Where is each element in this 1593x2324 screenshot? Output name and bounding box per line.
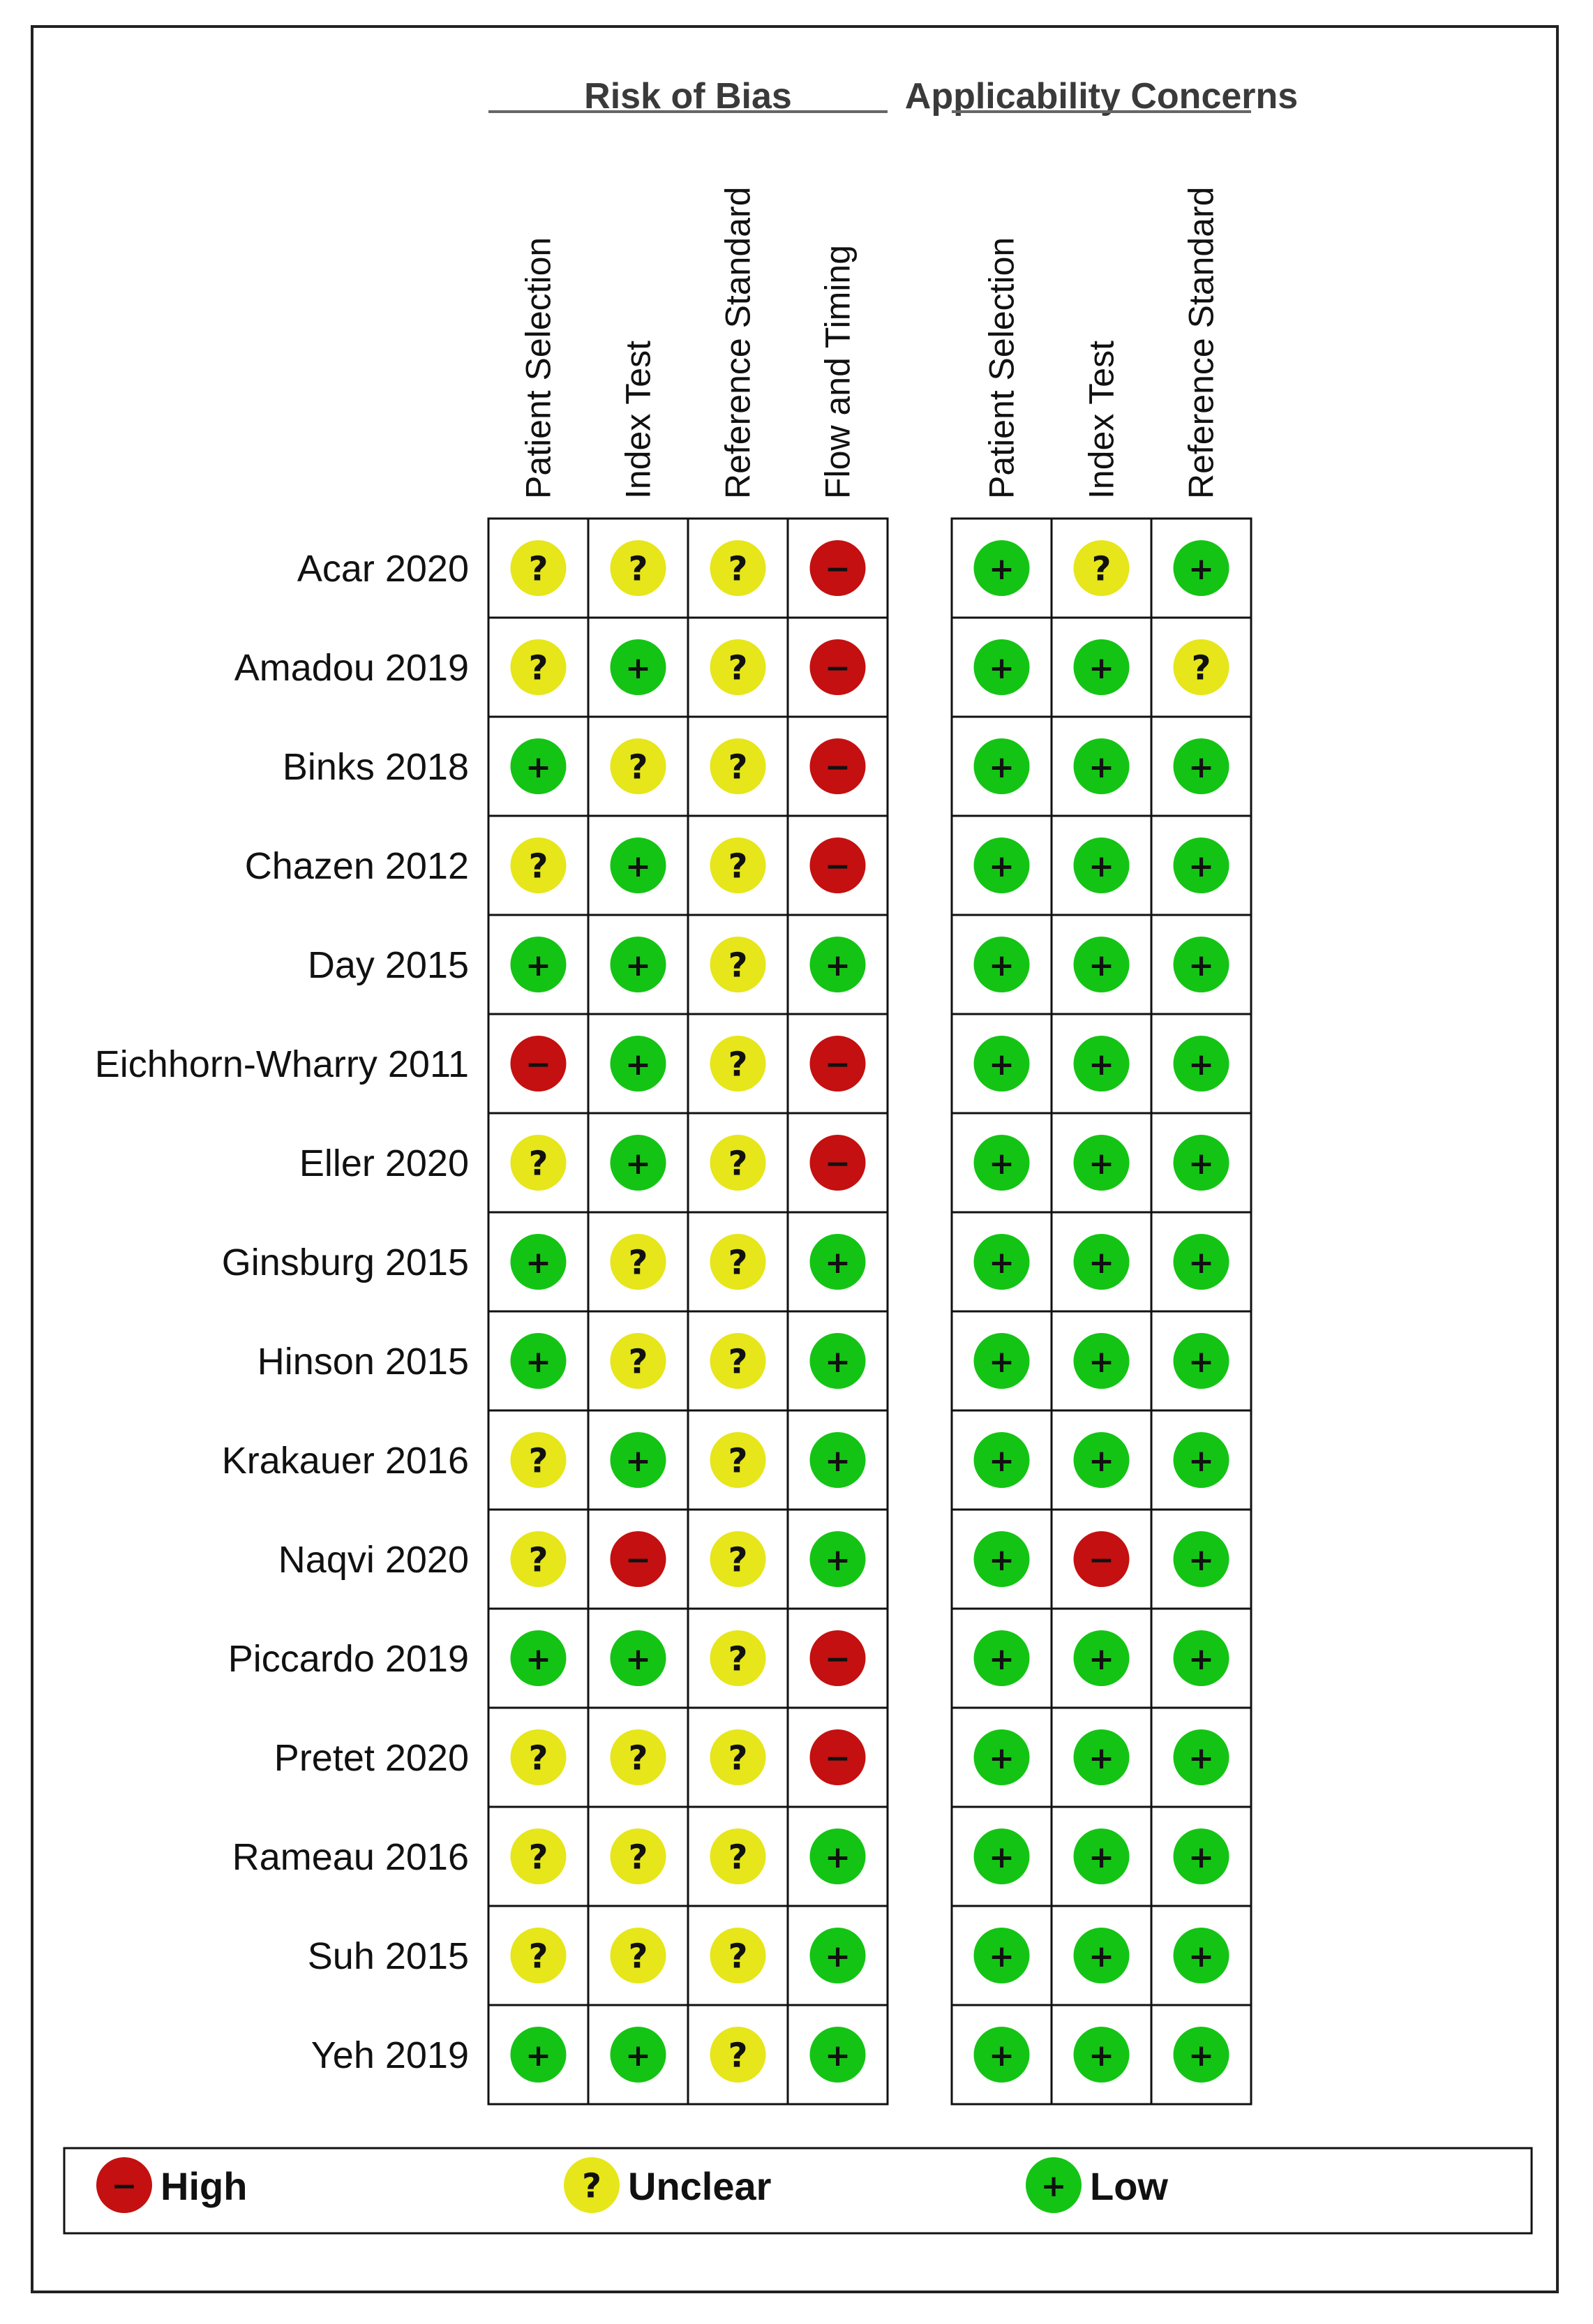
cell-rating xyxy=(511,1630,567,1686)
unclear-symbol: ? xyxy=(728,1838,748,1877)
legend-marker xyxy=(96,2157,152,2213)
cell-rating xyxy=(611,1729,666,1785)
cell-rating xyxy=(810,1531,866,1587)
cell-rating xyxy=(611,837,666,893)
cell-rating xyxy=(1174,540,1229,596)
cell-rating xyxy=(810,639,866,695)
low-symbol: + xyxy=(1188,551,1214,587)
low-symbol: + xyxy=(1188,2037,1214,2073)
low-symbol: + xyxy=(525,749,551,785)
cell-rating xyxy=(1074,937,1130,992)
cell-rating xyxy=(611,1333,666,1389)
unclear-symbol: ? xyxy=(628,1243,648,1283)
cell-rating xyxy=(511,1928,567,1983)
low-symbol: + xyxy=(1188,1938,1214,1974)
low-symbol: + xyxy=(825,1443,851,1479)
low-symbol: + xyxy=(1188,1343,1214,1380)
cell-rating xyxy=(1074,1828,1130,1884)
unclear-symbol: ? xyxy=(528,549,548,589)
low-symbol: + xyxy=(1188,1145,1214,1182)
cell-rating xyxy=(1174,639,1229,695)
cell-rating xyxy=(1174,1729,1229,1785)
low-symbol: + xyxy=(1089,1244,1114,1281)
study-label: Yeh 2019 xyxy=(311,2034,469,2076)
cell-rating xyxy=(710,639,766,695)
study-label: Acar 2020 xyxy=(297,548,469,590)
cell-rating xyxy=(710,1531,766,1587)
low-symbol: + xyxy=(1040,2168,1067,2204)
unclear-symbol: ? xyxy=(728,1540,748,1580)
unclear-symbol: ? xyxy=(728,1144,748,1184)
high-symbol: − xyxy=(825,1145,851,1182)
low-symbol: + xyxy=(525,1641,551,1677)
cell-rating xyxy=(1174,1828,1229,1884)
cell-rating xyxy=(974,1333,1030,1389)
unclear-symbol: ? xyxy=(528,1540,548,1580)
cell-rating xyxy=(1074,738,1130,794)
low-symbol: + xyxy=(625,650,651,686)
cell-rating xyxy=(710,738,766,794)
cell-rating xyxy=(511,2027,567,2083)
unclear-symbol: ? xyxy=(728,1441,748,1481)
low-symbol: + xyxy=(625,947,651,983)
cell-rating xyxy=(611,1531,666,1587)
cell-rating xyxy=(1074,1135,1130,1191)
cell-rating xyxy=(1174,837,1229,893)
cell-rating xyxy=(810,1928,866,1983)
cell-rating xyxy=(1074,1630,1130,1686)
unclear-symbol: ? xyxy=(728,946,748,985)
unclear-symbol: ? xyxy=(628,1838,648,1877)
low-symbol: + xyxy=(989,1145,1015,1182)
low-symbol: + xyxy=(1089,1145,1114,1182)
unclear-symbol: ? xyxy=(728,648,748,688)
group-header: Risk of Bias xyxy=(584,76,792,117)
cell-rating xyxy=(974,540,1030,596)
cell-rating xyxy=(511,837,567,893)
cell-rating xyxy=(1174,1531,1229,1587)
cell-rating xyxy=(1074,837,1130,893)
cell-rating xyxy=(710,1135,766,1191)
unclear-symbol: ? xyxy=(1191,648,1211,688)
cell-rating xyxy=(810,837,866,893)
cell-rating xyxy=(1074,1234,1130,1290)
low-symbol: + xyxy=(1188,848,1214,884)
cell-rating xyxy=(1074,2027,1130,2083)
cell-rating xyxy=(511,1333,567,1389)
cell-rating xyxy=(511,1036,567,1092)
cell-rating xyxy=(810,2027,866,2083)
unclear-symbol: ? xyxy=(628,549,648,589)
cell-rating xyxy=(1174,1928,1229,1983)
legend-marker xyxy=(1026,2157,1082,2213)
cell-rating xyxy=(974,1729,1030,1785)
study-label: Piccardo 2019 xyxy=(227,1638,469,1680)
unclear-symbol: ? xyxy=(728,1937,748,1976)
high-symbol: − xyxy=(825,749,851,785)
low-symbol: + xyxy=(989,1343,1015,1380)
study-label: Pretet 2020 xyxy=(274,1737,469,1779)
low-symbol: + xyxy=(1089,1343,1114,1380)
legend-marker xyxy=(564,2157,620,2213)
cell-rating xyxy=(810,937,866,992)
low-symbol: + xyxy=(1188,947,1214,983)
low-symbol: + xyxy=(989,947,1015,983)
low-symbol: + xyxy=(825,1244,851,1281)
cell-rating xyxy=(611,2027,666,2083)
cell-rating xyxy=(974,1036,1030,1092)
column-label: Patient Selection xyxy=(518,237,558,499)
unclear-symbol: ? xyxy=(728,747,748,787)
low-symbol: + xyxy=(525,947,551,983)
cell-rating xyxy=(1174,1333,1229,1389)
low-symbol: + xyxy=(525,1343,551,1380)
high-symbol: − xyxy=(525,1046,551,1082)
column-label: Flow and Timing xyxy=(818,244,858,499)
low-symbol: + xyxy=(989,1443,1015,1479)
cell-rating xyxy=(1074,1928,1130,1983)
low-symbol: + xyxy=(1089,749,1114,785)
unclear-symbol: ? xyxy=(628,747,648,787)
low-symbol: + xyxy=(525,1244,551,1281)
group-header: Applicability Concerns xyxy=(904,76,1299,117)
legend-label: Low xyxy=(1090,2164,1168,2208)
low-symbol: + xyxy=(989,1244,1015,1281)
cell-rating xyxy=(511,1828,567,1884)
column-label: Index Test xyxy=(618,340,658,499)
cell-rating xyxy=(974,1928,1030,1983)
low-symbol: + xyxy=(625,1641,651,1677)
study-label: Eichhorn-Wharry 2011 xyxy=(94,1043,469,1085)
high-symbol: − xyxy=(111,2168,137,2204)
unclear-symbol: ? xyxy=(528,1738,548,1778)
low-symbol: + xyxy=(989,1740,1015,1776)
cell-rating xyxy=(611,937,666,992)
cell-rating xyxy=(1174,1630,1229,1686)
cell-rating xyxy=(511,1432,567,1488)
cell-rating xyxy=(810,738,866,794)
cell-rating xyxy=(710,2027,766,2083)
low-symbol: + xyxy=(625,2037,651,2073)
low-symbol: + xyxy=(825,1343,851,1380)
cell-rating xyxy=(511,540,567,596)
cell-rating xyxy=(810,1828,866,1884)
study-label: Suh 2015 xyxy=(307,1935,469,1977)
unclear-symbol: ? xyxy=(528,847,548,886)
cell-rating xyxy=(974,837,1030,893)
cell-rating xyxy=(810,1135,866,1191)
low-symbol: + xyxy=(1188,1839,1214,1875)
study-label: Hinson 2015 xyxy=(257,1341,469,1383)
cell-rating xyxy=(710,837,766,893)
high-symbol: − xyxy=(825,551,851,587)
low-symbol: + xyxy=(1089,1046,1114,1082)
cell-rating xyxy=(511,937,567,992)
cell-rating xyxy=(810,1630,866,1686)
cell-rating xyxy=(1074,639,1130,695)
high-symbol: − xyxy=(825,1740,851,1776)
cell-rating xyxy=(974,1234,1030,1290)
low-symbol: + xyxy=(825,1938,851,1974)
cell-rating xyxy=(1074,1036,1130,1092)
low-symbol: + xyxy=(1188,1244,1214,1281)
column-label: Reference Standard xyxy=(1181,186,1221,499)
study-label: Ginsburg 2015 xyxy=(221,1242,469,1283)
unclear-symbol: ? xyxy=(728,1639,748,1679)
unclear-symbol: ? xyxy=(728,2036,748,2076)
unclear-symbol: ? xyxy=(728,549,748,589)
cell-rating xyxy=(611,639,666,695)
low-symbol: + xyxy=(989,551,1015,587)
unclear-symbol: ? xyxy=(528,1937,548,1976)
cell-rating xyxy=(611,1630,666,1686)
unclear-symbol: ? xyxy=(628,1738,648,1778)
cell-rating xyxy=(1174,937,1229,992)
cell-rating xyxy=(611,1828,666,1884)
study-label: Eller 2020 xyxy=(299,1142,469,1184)
study-label: Chazen 2012 xyxy=(244,845,469,887)
high-symbol: − xyxy=(1089,1542,1114,1578)
low-symbol: + xyxy=(625,848,651,884)
unclear-symbol: ? xyxy=(528,1838,548,1877)
low-symbol: + xyxy=(1089,1740,1114,1776)
low-symbol: + xyxy=(525,2037,551,2073)
column-label: Patient Selection xyxy=(982,237,1022,499)
cell-rating xyxy=(611,738,666,794)
low-symbol: + xyxy=(1089,1938,1114,1974)
cell-rating xyxy=(710,1928,766,1983)
low-symbol: + xyxy=(1188,1443,1214,1479)
low-symbol: + xyxy=(1089,650,1114,686)
cell-rating xyxy=(511,1234,567,1290)
cell-rating xyxy=(710,540,766,596)
low-symbol: + xyxy=(1089,1641,1114,1677)
cell-rating xyxy=(611,1928,666,1983)
cell-rating xyxy=(1174,1135,1229,1191)
unclear-symbol: ? xyxy=(628,1937,648,1976)
low-symbol: + xyxy=(1089,1443,1114,1479)
cell-rating xyxy=(511,1729,567,1785)
cell-rating xyxy=(511,639,567,695)
column-label: Reference Standard xyxy=(718,186,758,499)
high-symbol: − xyxy=(625,1542,651,1578)
low-symbol: + xyxy=(989,1839,1015,1875)
low-symbol: + xyxy=(1089,1839,1114,1875)
cell-rating xyxy=(710,937,766,992)
cell-rating xyxy=(710,1630,766,1686)
high-symbol: − xyxy=(825,848,851,884)
unclear-symbol: ? xyxy=(528,1144,548,1184)
cell-rating xyxy=(710,1234,766,1290)
unclear-symbol: ? xyxy=(728,1243,748,1283)
cell-rating xyxy=(1174,1234,1229,1290)
low-symbol: + xyxy=(625,1145,651,1182)
cell-rating xyxy=(1074,1333,1130,1389)
study-label: Day 2015 xyxy=(307,944,469,986)
cell-rating xyxy=(974,1630,1030,1686)
study-label: Binks 2018 xyxy=(282,746,469,788)
cell-rating xyxy=(710,1729,766,1785)
cell-rating xyxy=(1174,2027,1229,2083)
low-symbol: + xyxy=(989,1641,1015,1677)
cell-rating xyxy=(611,1234,666,1290)
unclear-symbol: ? xyxy=(728,1342,748,1382)
unclear-symbol: ? xyxy=(728,1738,748,1778)
study-label: Naqvi 2020 xyxy=(278,1539,469,1581)
high-symbol: − xyxy=(825,650,851,686)
unclear-symbol: ? xyxy=(582,2166,601,2206)
cell-rating xyxy=(1074,540,1130,596)
legend-label: High xyxy=(160,2164,248,2208)
cell-rating xyxy=(1074,1531,1130,1587)
low-symbol: + xyxy=(989,848,1015,884)
cell-rating xyxy=(611,540,666,596)
cell-rating xyxy=(974,1828,1030,1884)
low-symbol: + xyxy=(1089,848,1114,884)
cell-rating xyxy=(974,1135,1030,1191)
low-symbol: + xyxy=(1188,749,1214,785)
cell-rating xyxy=(710,1036,766,1092)
study-label: Krakauer 2016 xyxy=(221,1440,469,1482)
cell-rating xyxy=(611,1432,666,1488)
unclear-symbol: ? xyxy=(728,847,748,886)
cell-rating xyxy=(810,1333,866,1389)
low-symbol: + xyxy=(989,2037,1015,2073)
study-label: Amadou 2019 xyxy=(234,647,469,689)
unclear-symbol: ? xyxy=(1091,549,1112,589)
unclear-symbol: ? xyxy=(528,648,548,688)
legend-box xyxy=(64,2148,1532,2233)
low-symbol: + xyxy=(1188,1542,1214,1578)
low-symbol: + xyxy=(989,650,1015,686)
high-symbol: − xyxy=(825,1046,851,1082)
cell-rating xyxy=(810,1432,866,1488)
cell-rating xyxy=(1174,1432,1229,1488)
column-label: Index Test xyxy=(1082,340,1121,499)
low-symbol: + xyxy=(825,947,851,983)
cell-rating xyxy=(710,1828,766,1884)
cell-rating xyxy=(511,1531,567,1587)
low-symbol: + xyxy=(1089,2037,1114,2073)
low-symbol: + xyxy=(1188,1046,1214,1082)
low-symbol: + xyxy=(1089,947,1114,983)
cell-rating xyxy=(810,1729,866,1785)
unclear-symbol: ? xyxy=(628,1342,648,1382)
low-symbol: + xyxy=(1188,1641,1214,1677)
cell-rating xyxy=(611,1135,666,1191)
cell-rating xyxy=(810,1234,866,1290)
low-symbol: + xyxy=(625,1046,651,1082)
study-label: Rameau 2016 xyxy=(232,1836,469,1878)
low-symbol: + xyxy=(989,749,1015,785)
cell-rating xyxy=(1074,1432,1130,1488)
unclear-symbol: ? xyxy=(728,1045,748,1085)
cell-rating xyxy=(974,639,1030,695)
cell-rating xyxy=(974,738,1030,794)
cell-rating xyxy=(611,1036,666,1092)
cell-rating xyxy=(511,738,567,794)
cell-rating xyxy=(974,1432,1030,1488)
cell-rating xyxy=(1074,1729,1130,1785)
cell-rating xyxy=(1174,1036,1229,1092)
cell-rating xyxy=(974,937,1030,992)
low-symbol: + xyxy=(989,1542,1015,1578)
cell-rating xyxy=(710,1333,766,1389)
low-symbol: + xyxy=(989,1938,1015,1974)
low-symbol: + xyxy=(825,2037,851,2073)
legend-label: Unclear xyxy=(628,2164,772,2208)
unclear-symbol: ? xyxy=(528,1441,548,1481)
high-symbol: − xyxy=(825,1641,851,1677)
low-symbol: + xyxy=(1188,1740,1214,1776)
low-symbol: + xyxy=(825,1542,851,1578)
cell-rating xyxy=(710,1432,766,1488)
low-symbol: + xyxy=(625,1443,651,1479)
cell-rating xyxy=(974,2027,1030,2083)
cell-rating xyxy=(974,1531,1030,1587)
low-symbol: + xyxy=(989,1046,1015,1082)
cell-rating xyxy=(810,540,866,596)
cell-rating xyxy=(810,1036,866,1092)
cell-rating xyxy=(1174,738,1229,794)
cell-rating xyxy=(511,1135,567,1191)
low-symbol: + xyxy=(825,1839,851,1875)
